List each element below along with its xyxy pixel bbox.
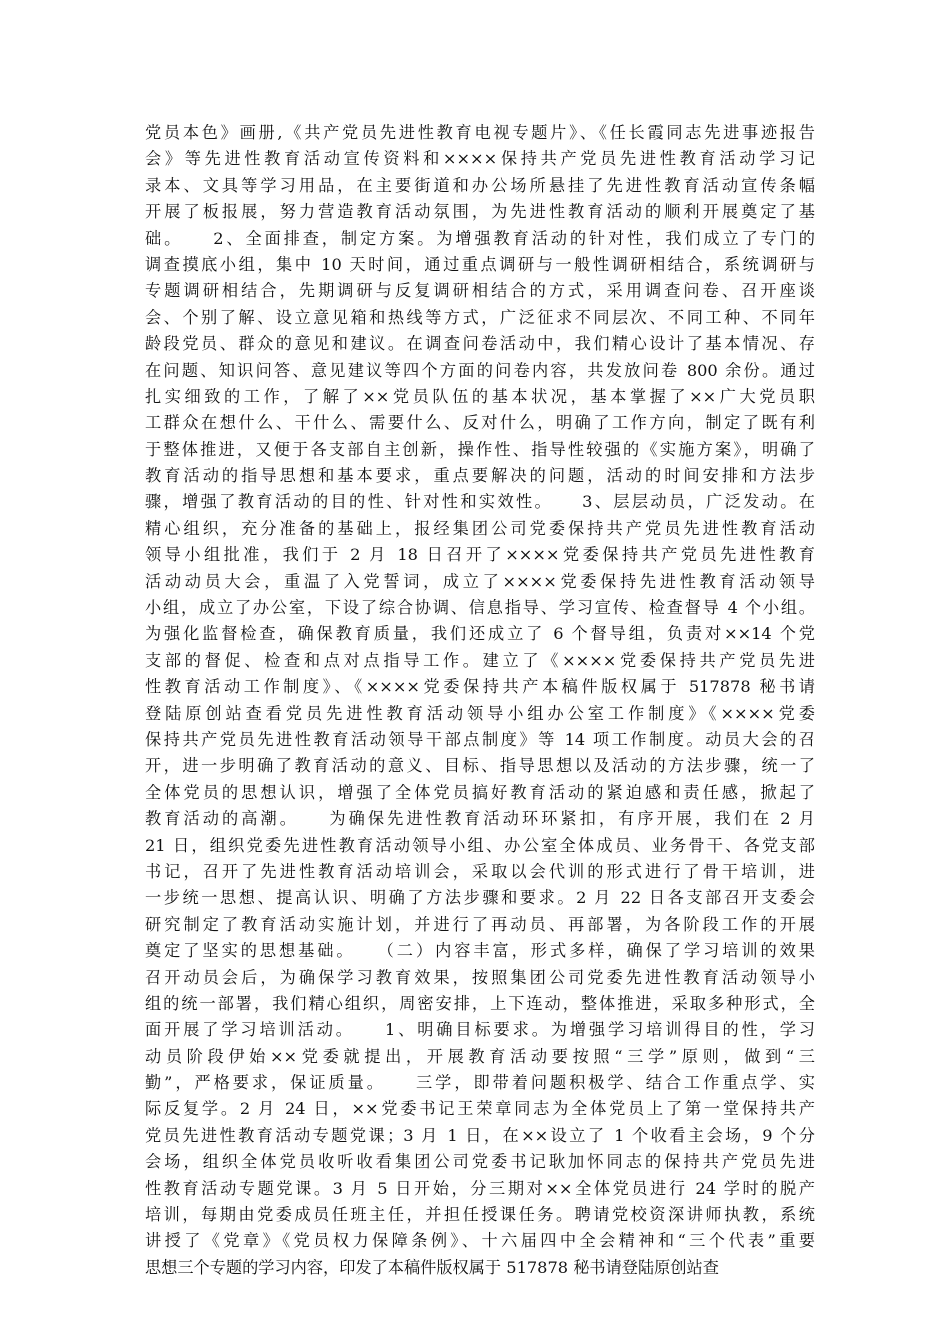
text-line: 开展了板报展，努力营造教育活动氛围，为先进性教育活动的顺利开展奠定了基	[145, 202, 815, 222]
text-line: 扎实细致的工作，了解了××党员队伍的基本状况，基本掌握了××广大党员职	[145, 386, 815, 406]
text-line: 保持共产党员先进性教育活动领导干部点制度》等 14 项工作制度。动员大会的召	[145, 729, 815, 749]
text-line: 教育活动的指导思想和基本要求，重点要解决的问题，活动的时间安排和方法步	[145, 466, 815, 486]
text-line: 会场，组织全体党员收听收看集团公司党委书记耿加怀同志的保持共产党员先进	[145, 1152, 815, 1172]
text-line: 勤”，严格要求，保证质量。 三学，即带着问题积极学、结合工作重点学、实	[145, 1073, 815, 1093]
text-line: 际反复学。2 月 24 日，××党委书记王荣章同志为全体党员上了第一堂保持共产	[145, 1099, 815, 1119]
text-line: 奠定了坚实的思想基础。 （二）内容丰富，形式多样，确保了学习培训的效果	[145, 941, 815, 961]
text-line: 会、个别了解、设立意见箱和热线等方式，广泛征求不同层次、不同工种、不同年	[145, 307, 815, 327]
text-line: 21 日，组织党委先进性教育活动领导小组、办公室全体成员、业务骨干、各党支部	[145, 835, 815, 855]
text-line: 工群众在想什么、干什么、需要什么、反对什么，明确了工作方向，制定了既有利	[145, 413, 815, 433]
text-line: 研究制定了教育活动实施计划，并进行了再动员、再部署，为各阶段工作的开展	[145, 914, 815, 934]
text-line: 思想三个专题的学习内容，印发了本稿件版权属于 517878 秘书请登陆原创站查	[145, 1257, 719, 1277]
text-line: 骤，增强了教育活动的目的性、针对性和实效性。 3、层层动员，广泛发动。在	[145, 492, 815, 512]
text-line: 党员本色》画册,《共产党员先进性教育电视专题片》、《任长霞同志先进事迹报告	[145, 123, 815, 142]
text-line: 精心组织，充分准备的基础上，报经集团公司党委保持共产党员先进性教育活动	[145, 518, 815, 538]
text-line: 于整体推进，又便于各支部自主创新，操作性、指导性较强的《实施方案》，明确了	[145, 439, 815, 459]
text-line: 书记，召开了先进性教育活动培训会，采取以会代训的形式进行了骨干培训，进	[145, 861, 815, 881]
text-line: 录本、文具等学习用品，在主要街道和办公场所悬挂了先进性教育活动宣传条幅	[145, 175, 815, 195]
text-line: 性教育活动工作制度》、《××××党委保持共产本稿件版权属于 517878 秘书请	[145, 677, 815, 697]
text-line: 一步统一思想、提高认识、明确了方法步骤和要求。2 月 22 日各支部召开支委会	[145, 888, 815, 908]
text-line: 培训，每期由党委成员任班主任，并担任授课任务。聘请党校资深讲师执教，系统	[145, 1205, 815, 1225]
text-line: 教育活动的高潮。 为确保先进性教育活动环环紧扣，有序开展，我们在 2 月	[145, 809, 815, 829]
text-line: 调查摸底小组，集中 10 天时间，通过重点调研与一般性调研相结合，系统调研与	[145, 254, 815, 274]
text-line: 开，进一步明确了教育活动的意义、目标、指导思想以及活动的方法步骤，统一了	[145, 756, 815, 776]
text-line: 支部的督促、检查和点对点指导工作。建立了《××××党委保持共产党员先进	[145, 650, 815, 670]
body-text	[145, 120, 815, 1281]
text-line: 在问题、知识问答、意见建议等四个方面的问卷内容，共发放问卷 800 余份。通过	[145, 360, 815, 380]
text-line: 会》等先进性教育活动宣传资料和××××保持共产党员先进性教育活动学习记	[145, 149, 815, 169]
text-line: 小组，成立了办公室，下设了综合协调、信息指导、学习宣传、检查督导 4 个小组。	[145, 598, 815, 618]
text-line: 性教育活动专题党课。3 月 5 日开始，分三期对××全体党员进行 24 学时的脱产	[145, 1178, 815, 1198]
text-line: 党员先进性教育活动专题党课；3 月 1 日，在××设立了 1 个收看主会场，9 个分	[145, 1125, 815, 1145]
text-line: 龄段党员、群众的意见和建议。在调查问卷活动中，我们精心设计了基本情况、存	[145, 334, 815, 354]
text-line: 为强化监督检查，确保教育质量，我们还成立了 6 个督导组，负责对××14 个党	[145, 624, 815, 644]
text-line: 动员阶段伊始××党委就提出，开展教育活动要按照“三学”原则，做到“三	[145, 1046, 815, 1066]
text-line: 登陆原创站查看党员先进性教育活动领导小组办公室工作制度》《××××党委	[145, 703, 815, 723]
text-line: 活动动员大会，重温了入党誓词，成立了××××党委保持先进性教育活动领导	[145, 571, 815, 591]
text-line: 面开展了学习培训活动。 1、明确目标要求。为增强学习培训得目的性，学习	[145, 1020, 815, 1040]
text-line: 组的统一部署，我们精心组织，周密安排，上下连动，整体推进，采取多种形式，全	[145, 993, 815, 1013]
text-line: 专题调研相结合，先期调研与反复调研相结合的方式，采用调查问卷、召开座谈	[145, 281, 815, 301]
text-line: 领导小组批准，我们于 2 月 18 日召开了××××党委保持共产党员先进性教育	[145, 545, 815, 565]
text-line: 全体党员的思想认识，增强了全体党员搞好教育活动的紧迫感和责任感，掀起了	[145, 782, 815, 802]
text-line: 讲授了《党章》《党员权力保障条例》、十六届四中全会精神和“三个代表”重要	[145, 1231, 815, 1251]
text-line: 础。 2、全面排查，制定方案。为增强教育活动的针对性，我们成立了专门的	[145, 228, 815, 248]
text-line: 召开动员会后，为确保学习教育效果，按照集团公司党委先进性教育活动领导小	[145, 967, 815, 987]
